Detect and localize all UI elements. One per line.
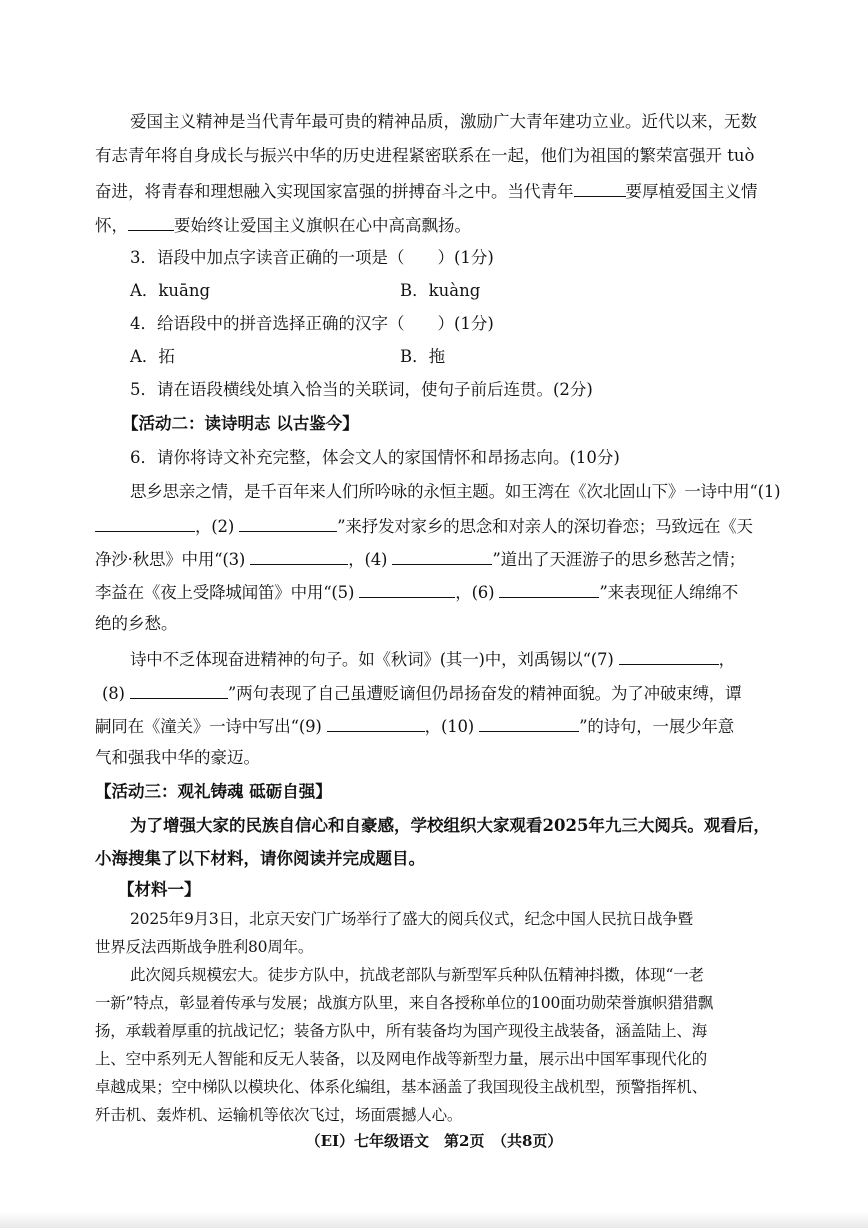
scan-edge [0, 1212, 868, 1228]
answer-blank-6[interactable] [499, 580, 599, 598]
question-6-stem: 6．请你将诗文补充完整，体会文人的家国情怀和昂扬志向。(10分) [130, 448, 620, 467]
poem-paragraph-2-line-2: (8) ”两句表现了自己虽遭贬谪但仍昂扬奋发的精神面貌。为了冲破束缚，谭 [102, 681, 741, 705]
passage-line-2: 有志青年将自身成长与振兴中华的历史进程紧密联系在一起，他们为祖国的繁荣富强开 tuò [95, 146, 755, 165]
question-4-stem: 4．给语段中的拼音选择正确的汉字（ ）(1分) [130, 314, 494, 333]
activity-3-title: 【活动三：观礼铸魂 砥砺自强】 [95, 782, 332, 801]
poem-paragraph-1-line-4: 李益在《夜上受降城闻笛》中用“(5) ，(6) ”来表现征人绵绵不 [95, 580, 738, 604]
poem-paragraph-1-line-1: 思乡思亲之情，是千百年来人们所吟咏的永恒主题。如王湾在《次北固山下》一诗中用“(1) [130, 482, 781, 501]
option-b[interactable]: B．拖 [400, 347, 446, 366]
poem-paragraph-2-line-4: 气和强我中华的豪迈。 [95, 748, 260, 767]
material-1-line-7: 卓越成果；空中梯队以模块化、体系化编组，基本涵盖了我国现役主战机型，预警指挥机、 [95, 1078, 708, 1096]
passage-line-4: 怀， 要始终让爱国主义旗帜在心中高高飘扬。 [95, 213, 471, 237]
material-1-line-8: 歼击机、轰炸机、运输机等依次飞过，场面震撼人心。 [95, 1106, 463, 1124]
activity-3-intro-line-1: 为了增强大家的民族自信心和自豪感，学校组织大家观看2025年九三大阅兵。观看后， [130, 816, 770, 835]
answer-blank[interactable] [574, 179, 626, 197]
material-1-line-5: 扬，承载着厚重的抗战记忆；装备方队中，所有装备均为国产现役主战装备，涵盖陆上、海 [95, 1022, 708, 1040]
material-1-line-4: 一新”特点，彰显着传承与发展；战旗方队里，来自各授称单位的100面功勋荣誉旗帜猎猎飘 [95, 994, 714, 1012]
material-1-line-1: 2025年9月3日，北京天安门广场举行了盛大的阅兵仪式，纪念中国人民抗日战争暨 [130, 910, 693, 928]
answer-blank-2[interactable] [239, 514, 337, 532]
passage-line-3: 奋进，将青春和理想融入实现国家富强的拼搏奋斗之中。当代青年 要厚植爱国主义情 [95, 179, 758, 203]
material-1-title: 【材料一】 [118, 880, 201, 899]
question-3-stem: 3．语段中加点字读音正确的一项是（ ）(1分) [130, 248, 494, 267]
answer-blank-8[interactable] [130, 681, 228, 699]
material-1-line-2: 世界反法西斯战争胜利80周年。 [95, 938, 314, 956]
activity-3-intro-line-2: 小海搜集了以下材料，请你阅读并完成题目。 [95, 849, 425, 868]
answer-blank-1[interactable] [95, 514, 195, 532]
poem-paragraph-1-line-2: ，(2) ”来抒发对家乡的思念和对亲人的深切眷恋；马致远在《天 [95, 514, 753, 538]
answer-blank-3[interactable] [250, 547, 348, 565]
answer-blank-10[interactable] [479, 714, 579, 732]
option-a[interactable]: A．kuāng [130, 281, 211, 300]
question-5-stem: 5．请在语段横线处填入恰当的关联词，使句子前后连贯。(2分) [130, 380, 593, 399]
answer-blank-9[interactable] [327, 714, 425, 732]
answer-blank-7[interactable] [619, 647, 719, 665]
answer-blank[interactable] [128, 213, 174, 231]
activity-2-title: 【活动二：读诗明志 以古鉴今】 [122, 414, 359, 433]
poem-paragraph-1-line-3: 净沙·秋思》中用“(3) ，(4) ”道出了天涯游子的思乡愁苦之情； [95, 547, 745, 571]
poem-paragraph-1-line-5: 绝的乡愁。 [95, 614, 178, 633]
page-footer: （EI）七年级语文 第2页 （共8页） [305, 1132, 563, 1150]
option-b[interactable]: B．kuàng [400, 281, 481, 300]
option-a[interactable]: A．拓 [130, 347, 175, 366]
poem-paragraph-2-line-3: 嗣同在《潼关》一诗中写出“(9) ，(10) ”的诗句，一展少年意 [95, 714, 734, 738]
material-1-line-6: 上、空中系列无人智能和反无人装备，以及网电作战等新型力量，展示出中国军事现代化的 [95, 1050, 708, 1068]
answer-blank-5[interactable] [359, 580, 455, 598]
passage-line-1: 爱国主义精神是当代青年最可贵的精神品质，激励广大青年建功立业。近代以来，无数 [130, 112, 757, 131]
material-1-line-3: 此次阅兵规模宏大。徒步方队中，抗战老部队与新型军兵种队伍精神抖擞，体现“一老 [130, 966, 704, 984]
poem-paragraph-2-line-1: 诗中不乏体现奋进精神的句子。如《秋词》(其一)中，刘禹锡以“(7) ， [130, 647, 735, 671]
answer-blank-4[interactable] [392, 547, 492, 565]
